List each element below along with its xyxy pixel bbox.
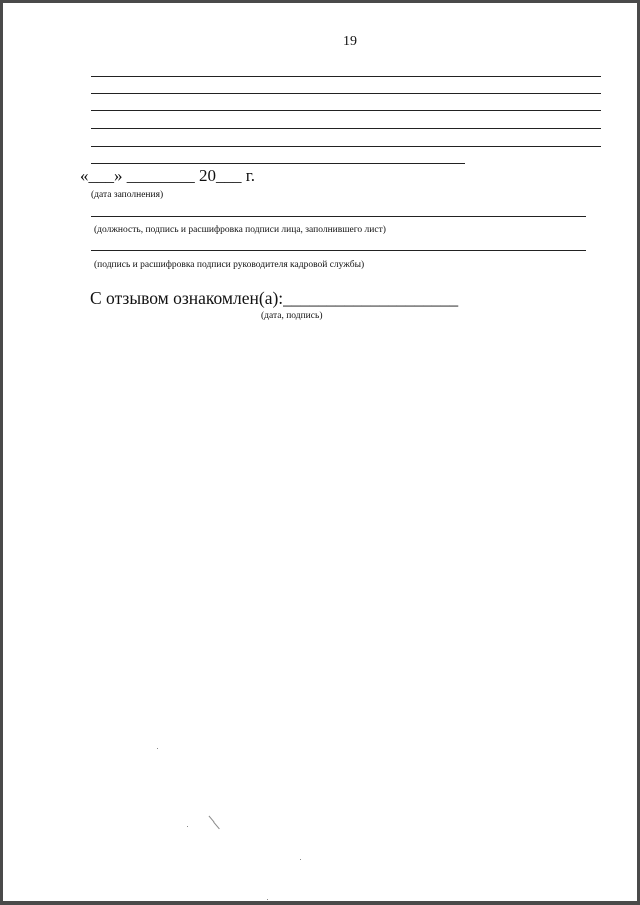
blank-line-4: [91, 128, 601, 129]
scan-speck: [213, 822, 220, 830]
scan-speck: [300, 859, 301, 860]
page-number: 19: [343, 34, 357, 49]
filler-signature-line: [91, 216, 586, 217]
hr-head-signature-line: [91, 250, 586, 251]
blank-line-3: [91, 110, 601, 111]
filler-signature-caption: (должность, подпись и расшифровка подписи лица, заполнившего лист): [94, 225, 386, 235]
hr-head-signature-caption: (подпись и расшифровка подписи руководителя кадровой службы): [94, 260, 365, 270]
review-statement: С отзывом ознакомлен(а):____________________: [90, 288, 459, 308]
fill-date-line: «___» ________ 20___ г.: [80, 166, 256, 185]
document-page: [3, 3, 637, 901]
blank-line-6: [91, 163, 465, 164]
fill-date-caption: (дата заполнения): [91, 190, 164, 200]
date-signature-caption: (дата, подпись): [261, 311, 323, 321]
scan-speck: [267, 899, 268, 900]
scan-speck: [157, 748, 158, 749]
blank-line-5: [91, 146, 601, 147]
blank-line-2: [91, 93, 601, 94]
blank-line-1: [91, 76, 601, 77]
scan-speck: [187, 826, 188, 827]
